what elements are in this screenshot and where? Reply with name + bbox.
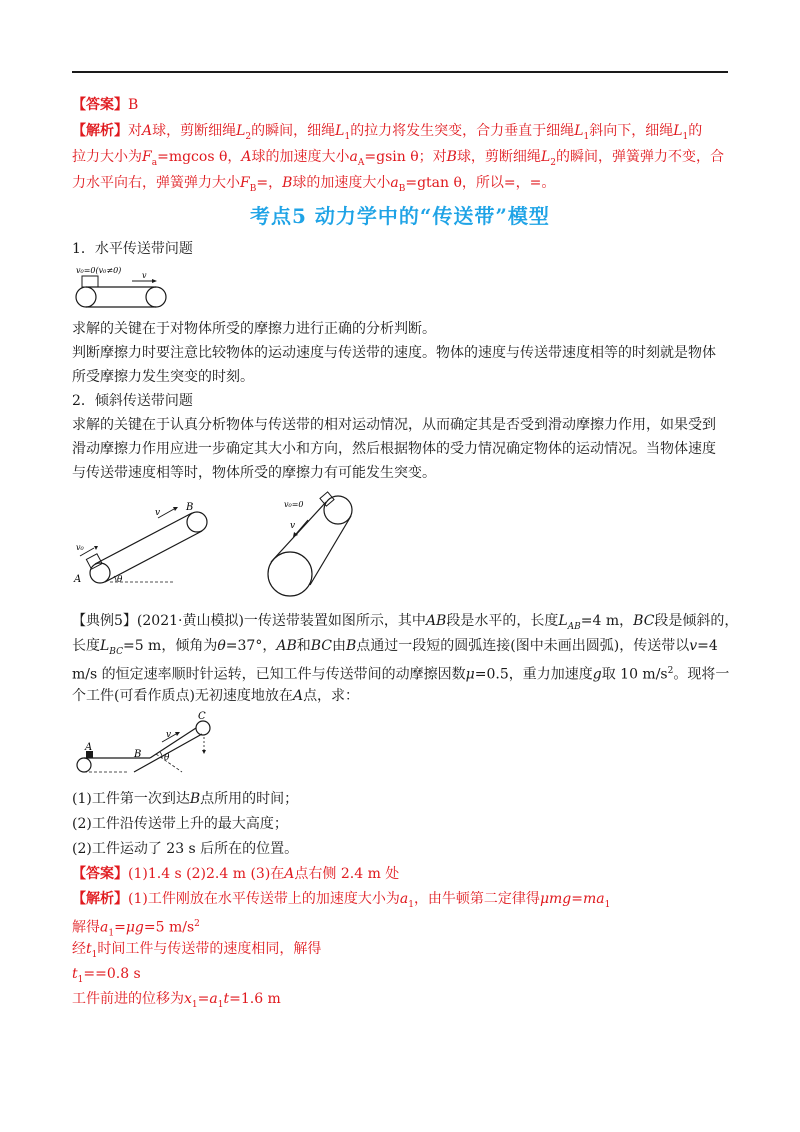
answer-1-line: 【答案】B bbox=[72, 97, 139, 113]
fig2-B-label: B bbox=[186, 502, 194, 513]
fig2-A-label: A bbox=[74, 574, 82, 585]
fig4-A-label: A bbox=[85, 742, 93, 753]
fig1-v-label: v bbox=[142, 271, 147, 280]
sec1-p1: 求解的关键在于对物体所受的摩擦力进行正确的分析判断。 bbox=[72, 321, 436, 337]
analysis-2-line-4: $t_1==0.8$ s bbox=[72, 966, 141, 985]
sec1-p2a: 判断摩擦力时要注意比较物体的运动速度与传送带的速度。物体的速度与传送带速度相等的时刻就是物体 bbox=[72, 345, 716, 361]
example5-line-1: 【典例5】(2021·黄山模拟)一传送带装置如图所示，其中AB段是水平的，长度$L_{AB}=4$ m，BC段是倾斜的， bbox=[72, 613, 739, 632]
inclined-belt-down-figure bbox=[262, 484, 372, 600]
fig3-v-label: v bbox=[290, 521, 296, 531]
analysis-2-line-2: 解得$a_1=\mu g=5$ $m/s^2$ bbox=[72, 919, 200, 939]
example5-line-3: m/s 的恒定速率顺时针运转，已知工件与传送带间的动摩擦因数μ=0.5，重力加速度g取 10 $m/s^2$。现将一 bbox=[72, 666, 730, 683]
analysis-1-line-3: 力水平向右，弹簧弹力大小$F_B=$，B球的加速度大小$a_B=gtan$ θ，所以=，=。 bbox=[72, 175, 556, 194]
sec2-p2: 滑动摩擦力作用应进一步确定其大小和方向，然后根据物体的受力情况确定物体的运动情况。当物体速度 bbox=[72, 441, 716, 457]
question-3: (2)工件运动了 23 s 后所在的位置。 bbox=[72, 841, 299, 857]
fig4-C-label: C bbox=[198, 711, 206, 722]
belt-ABC-figure bbox=[72, 710, 222, 776]
question-1: (1)工件第一次到达B点所用的时间； bbox=[72, 791, 299, 807]
sec2-p3: 与传送带速度相等时，物体所受的摩擦力有可能发生突变。 bbox=[72, 465, 436, 481]
analysis-2-line-5: 工件前进的位移为$x_1=a_1t=1.6$ m bbox=[72, 991, 281, 1010]
section-heading: 考点5 动力学中的“传送带”模型 bbox=[250, 204, 550, 228]
fig4-v-label: v bbox=[166, 730, 172, 740]
question-2: (2)工件沿传送带上升的最大高度； bbox=[72, 816, 288, 832]
fig4-B-label: B bbox=[134, 749, 142, 760]
sec1-title: 1．水平传送带问题 bbox=[72, 241, 193, 257]
fig4-theta-label: θ bbox=[164, 753, 170, 763]
example5-line-2: 长度$L_{BC}=5$ m，倾角为θ=37°，AB和BC由B点通过一段短的圆弧连接(图中未画出圆弧)，传送带以v=4 bbox=[72, 638, 718, 657]
analysis-1-line-2: 拉力大小为$F_a=mgcos$ θ，A球的加速度大小$a_A=gsin$ θ；对B球，剪断细绳$L_2$的瞬间，弹簧弹力不变，合 bbox=[72, 149, 724, 168]
answer-2-line: 【答案】(1)1.4 s (2)2.4 m (3)在A点右侧 2.4 m 处 bbox=[72, 866, 400, 882]
sec1-p2b: 所受摩擦力发生突变的时刻。 bbox=[72, 369, 254, 385]
analysis-2-line-1: 【解析】(1)工件刚放在水平传送带上的加速度大小为$a_1$，由牛顿第二定律得$\mu mg=ma_1$ bbox=[72, 891, 611, 910]
header-rule bbox=[72, 71, 728, 73]
fig1-v0-label: v₀=0(v₀≠0) bbox=[76, 266, 122, 275]
analysis-2-line-3: 经$t_1$时间工件与传送带的速度相同，解得 bbox=[72, 941, 322, 960]
horizontal-belt-figure bbox=[72, 262, 182, 310]
analysis-1-line-1: 【解析】对A球，剪断细绳$L_2$的瞬间，细绳$L_1$的拉力将发生突变，合力垂直于细绳$L_1$斜向下，细绳$L_1$的 bbox=[72, 123, 703, 142]
fig3-v0-label: v₀=0 bbox=[284, 500, 304, 509]
sec2-p1: 求解的关键在于认真分析物体与传送带的相对运动情况，从而确定其是否受到滑动摩擦力作用，如果受到 bbox=[72, 417, 716, 433]
fig2-theta-label: θ bbox=[117, 575, 123, 585]
fig2-v0-label: v₀ bbox=[76, 543, 84, 552]
fig2-v-label: v bbox=[155, 508, 161, 518]
inclined-belt-up-figure bbox=[70, 496, 220, 592]
example5-line-4: 个工件(可看作质点)无初速度地放在A点，求： bbox=[72, 688, 360, 704]
sec2-title: 2．倾斜传送带问题 bbox=[72, 393, 193, 409]
